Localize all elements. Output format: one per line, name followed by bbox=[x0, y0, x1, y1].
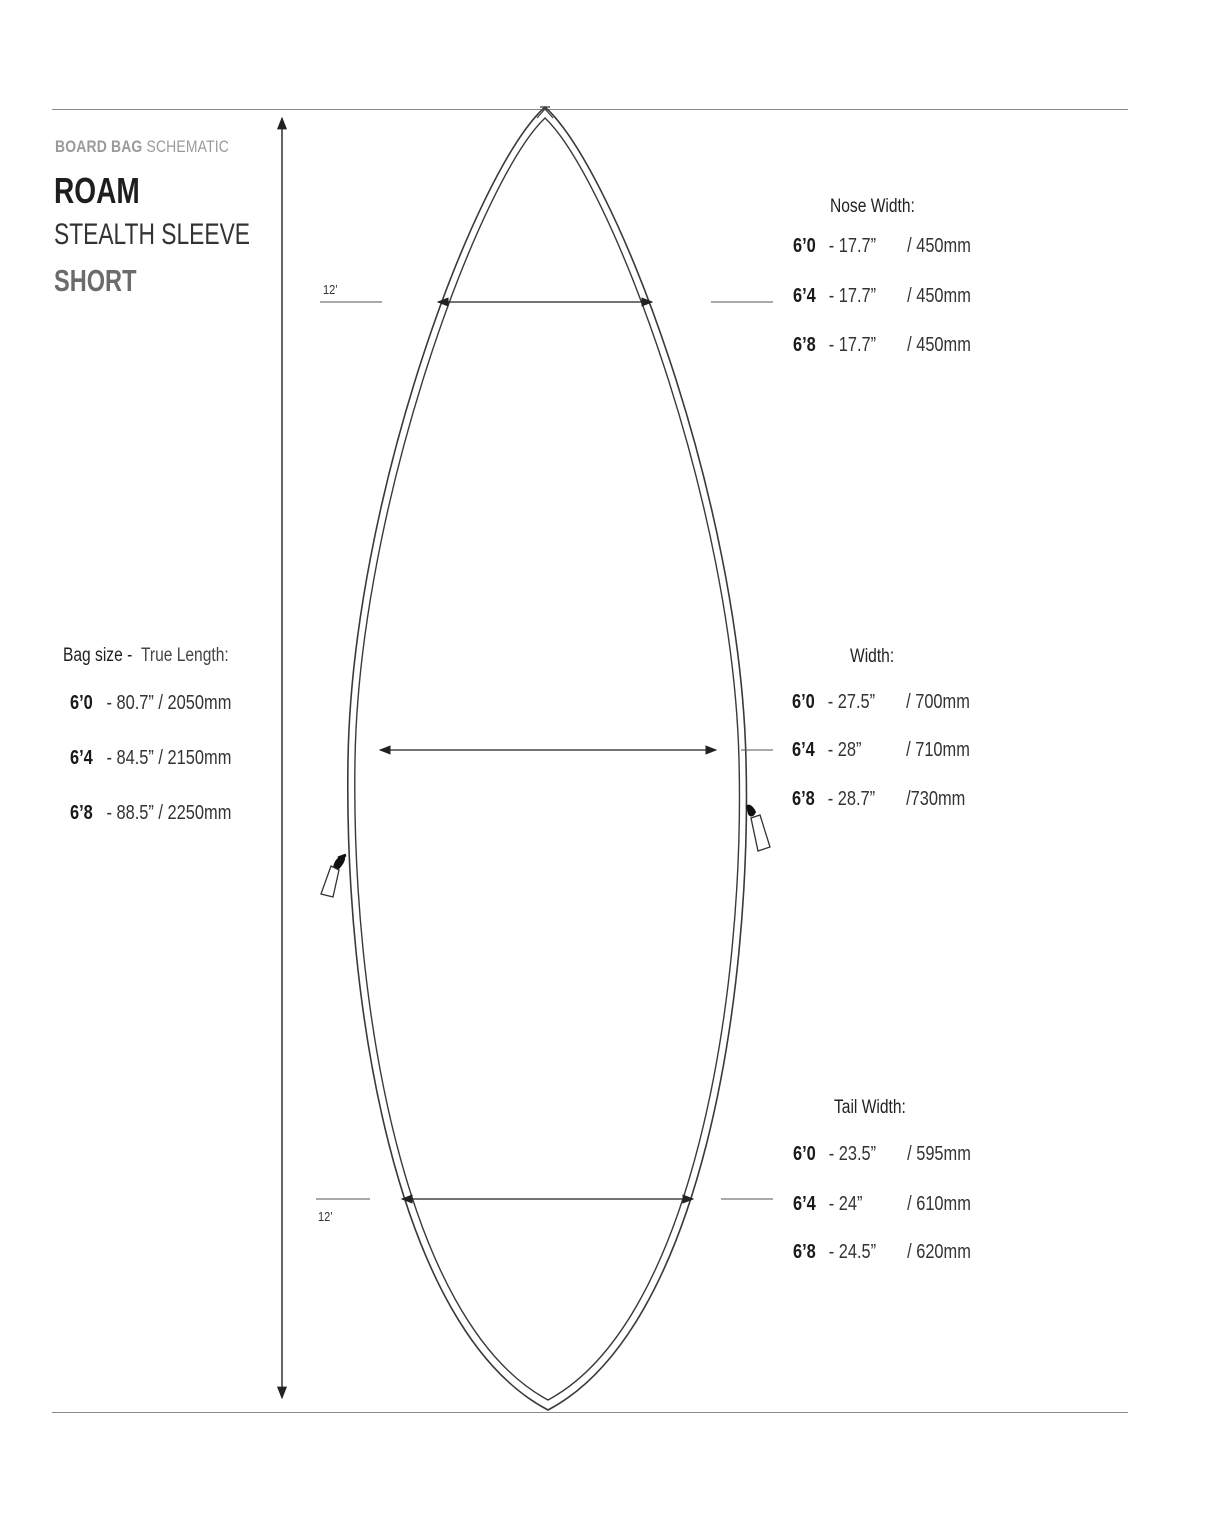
mm-value: / 700mm bbox=[906, 691, 970, 713]
nose-row bbox=[793, 285, 971, 308]
length-title-light: True Length: bbox=[140, 645, 229, 666]
inch-value: - 17.7” bbox=[828, 235, 877, 257]
size-label: 6’8 bbox=[70, 802, 93, 824]
length-value: - 84.5” / 2150mm bbox=[106, 747, 232, 769]
kicker-bold: BOARD BAG bbox=[55, 137, 143, 156]
width-row bbox=[792, 788, 965, 811]
product-name: STEALTH SLEEVE bbox=[54, 218, 250, 251]
mm-value: / 620mm bbox=[907, 1241, 971, 1263]
nose-row bbox=[793, 334, 971, 357]
inch-value: - 17.7” bbox=[828, 285, 877, 307]
bag-outline-inner bbox=[355, 118, 740, 1400]
width-row bbox=[792, 739, 970, 762]
length-title bbox=[63, 645, 229, 667]
variant-name: SHORT bbox=[54, 263, 137, 298]
size-label: 6’0 bbox=[793, 1143, 816, 1165]
size-label: 6’4 bbox=[792, 739, 815, 761]
tail-offset-label: 12’ bbox=[318, 1209, 333, 1224]
length-row bbox=[70, 802, 231, 825]
length-row bbox=[70, 692, 231, 715]
nose-width-title: Nose Width: bbox=[830, 196, 915, 217]
nose-offset-label: 12’ bbox=[323, 282, 338, 297]
left-zipper-pull bbox=[321, 855, 346, 897]
size-label: 6’8 bbox=[793, 1241, 816, 1263]
kicker-light: SCHEMATIC bbox=[146, 137, 230, 156]
mm-value: / 450mm bbox=[907, 235, 971, 257]
brand-title: ROAM bbox=[54, 170, 140, 211]
inch-value: - 24.5” bbox=[828, 1241, 877, 1263]
tail-row bbox=[793, 1241, 971, 1264]
mm-value: / 710mm bbox=[906, 739, 970, 761]
nose-row bbox=[793, 235, 971, 258]
size-label: 6’4 bbox=[793, 285, 816, 307]
size-label: 6’0 bbox=[792, 691, 815, 713]
size-label: 6’0 bbox=[793, 235, 816, 257]
length-row bbox=[70, 747, 231, 770]
size-label: 6’4 bbox=[793, 1193, 816, 1215]
size-label: 6’4 bbox=[70, 747, 93, 769]
inch-value: - 27.5” bbox=[827, 691, 876, 713]
mm-value: /730mm bbox=[906, 788, 966, 810]
mm-value: / 595mm bbox=[907, 1143, 971, 1165]
right-zipper-pull bbox=[746, 805, 770, 851]
inch-value: - 28.7” bbox=[827, 788, 876, 810]
tail-row bbox=[793, 1143, 971, 1166]
tail-width-title: Tail Width: bbox=[834, 1097, 906, 1118]
inch-value: - 23.5” bbox=[828, 1143, 877, 1165]
width-row bbox=[792, 691, 970, 714]
mm-value: / 610mm bbox=[907, 1193, 971, 1215]
size-label: 6’0 bbox=[70, 692, 93, 714]
length-value: - 88.5” / 2250mm bbox=[106, 802, 232, 824]
mm-value: / 450mm bbox=[907, 334, 971, 356]
width-title: Width: bbox=[850, 646, 895, 667]
mm-value: / 450mm bbox=[907, 285, 971, 307]
inch-value: - 24” bbox=[828, 1193, 863, 1215]
size-label: 6’8 bbox=[793, 334, 816, 356]
inch-value: - 17.7” bbox=[828, 334, 877, 356]
size-label: 6’8 bbox=[792, 788, 815, 810]
tail-row bbox=[793, 1193, 971, 1216]
length-value: - 80.7” / 2050mm bbox=[106, 692, 232, 714]
inch-value: - 28” bbox=[827, 739, 862, 761]
length-title-bold: Bag size - bbox=[63, 645, 133, 666]
